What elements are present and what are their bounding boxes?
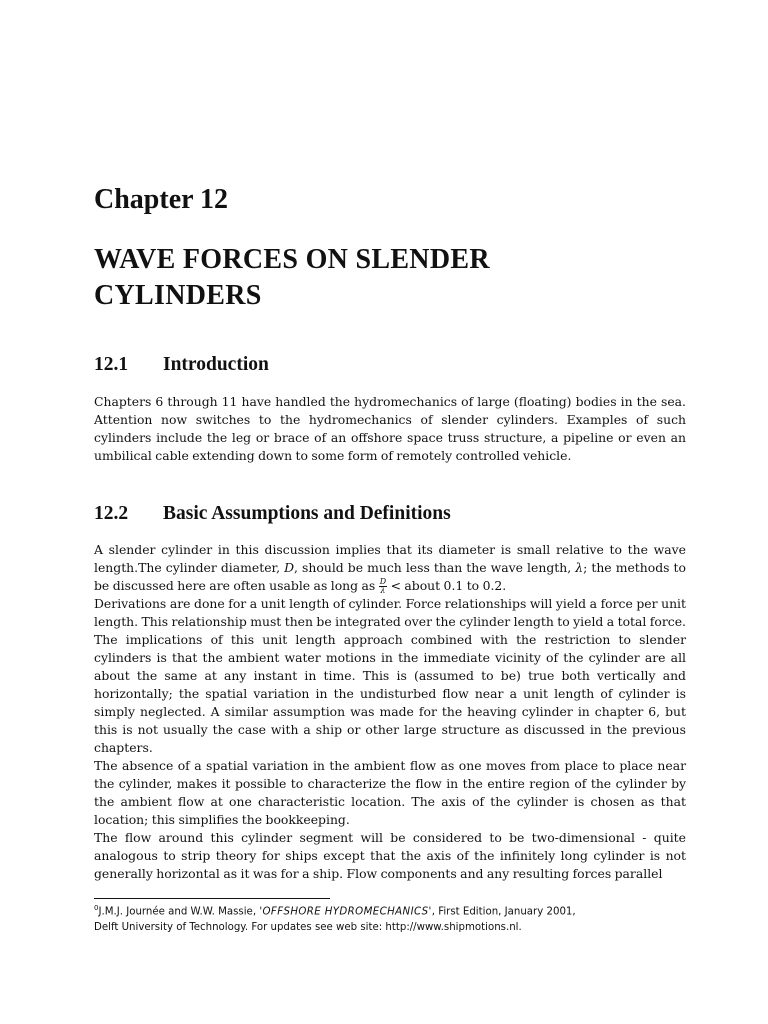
text-run: A slender cylinder in this discussion implies that its diameter is small relative to the wave length.The cylinder diameter, [94,542,686,575]
assumptions-paragraph-3: The absence of a spatial variation in the ambient flow as one moves from place to place near the cylinder, makes it possible to characterize the flow in the entire region of the cylinder by the ambient flow at one characteristic location. The axis of the cylinder is chosen as that location; this simplifies the bookkeeping. [94,758,686,827]
section-heading-assumptions [94,501,686,527]
assumptions-paragraph-4: The flow around this cylinder segment will be considered to be two-dimensional - quite analogous to strip theory for ships except that the axis of the infinitely long cylinder is not generally horizontal as it was for a ship. Flow components and any resulting forces parallel [94,830,686,881]
fraction-d-over-lambda [379,578,387,595]
text-run: < about 0.1 to 0.2. [387,578,507,593]
chapter-title-line-1: WAVE FORCES ON SLENDER [94,244,490,275]
section-title: Introduction [163,354,269,375]
section-number: 12.1 [94,354,129,375]
footnote-line-1 [94,900,686,920]
footnote-book-title: 'OFFSHORE HYDROMECHANICS' [259,906,432,918]
footnote-edition: , First Edition, January 2001, [431,906,576,918]
page-body [94,180,686,883]
assumptions-paragraph-1 [94,541,686,595]
chapter-title [94,242,686,314]
fraction-denominator: λ [380,586,386,595]
footnote-rule [94,898,330,899]
section-title: Basic Assumptions and Definitions [163,503,451,524]
text-run: , should be much less than the wave length, [294,560,576,575]
chapter-title-line-2: CYLINDERS [94,280,262,311]
symbol-diameter: D [284,560,295,575]
footnote-marker: 0 [94,904,99,912]
chapter-label: Chapter 12 [94,184,229,215]
assumptions-paragraph-2: Derivations are done for a unit length of cylinder. Force relationships will yield a force per unit length. This relationship must then be integrated over the cylinder length to yield a total force. The implications of this unit length approach combined with the restriction to slender cylinders is that the ambient water motions in the immediate vicinity of the cylinder are all about the same at any instant in time. This is (assumed to be) true both vertically and horizontally; the spatial variation in the undisturbed flow near a unit length of cylinder is simply neglected. A similar assumption was made for the heaving cylinder in chapter 6, but this is not usually the case with a ship or other large structure as discussed in the previous chapters. [94,596,686,755]
symbol-wavelength: λ [575,560,584,575]
footnote-line-2: Delft University of Technology. For updates see web site: http://www.shipmotions.nl. [94,922,522,934]
intro-paragraph: Chapters 6 through 11 have handled the hydromechanics of large (floating) bodies in the sea. Attention now switches to the hydromechanics of slender cylinders. Examples of such cylinders include the leg or brace of an offshore space truss structure, a pipeline or even an umbilical cable extending down to some form of remotely controlled vehicle. [94,394,686,463]
footnote-authors: J.M.J. Journée and W.W. Massie, [98,906,260,918]
footnote [94,900,686,936]
fraction-numerator: D [379,577,387,586]
text-run: ; the methods to be discussed here are often usable as long as [94,560,686,593]
section-heading-introduction [94,352,686,378]
section-number: 12.2 [94,503,129,524]
